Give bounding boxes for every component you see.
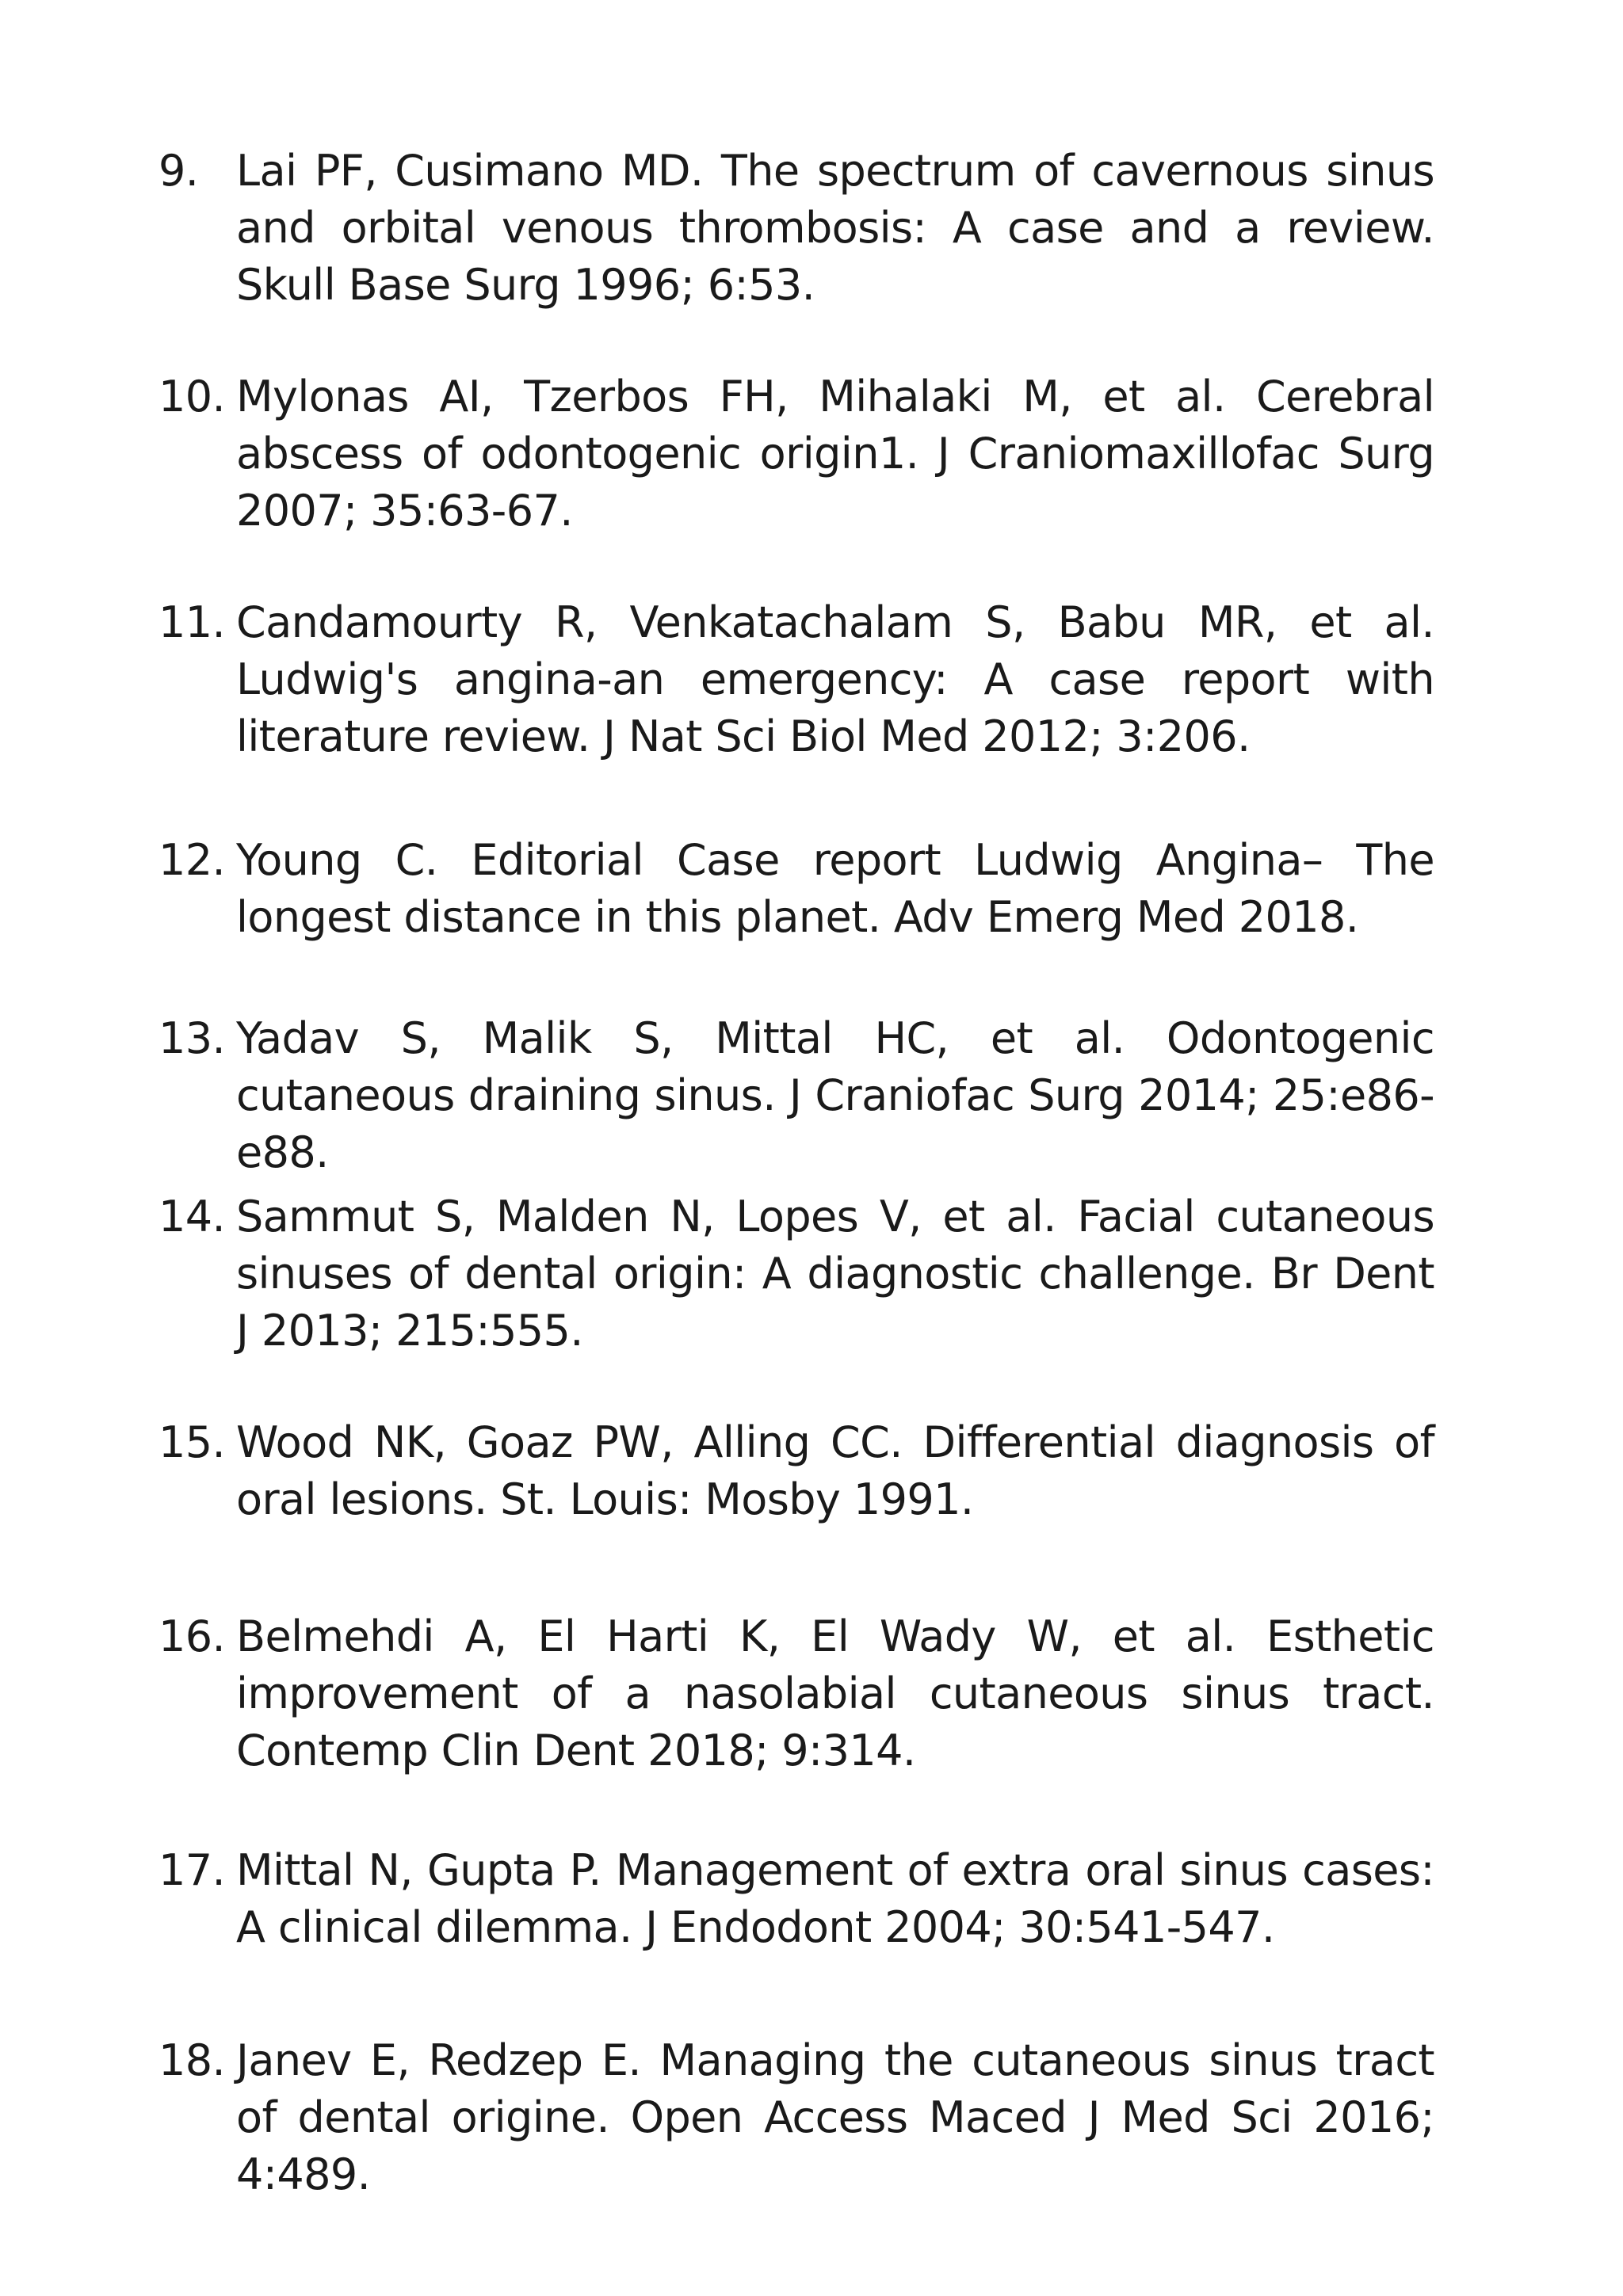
reference-item-15 [158, 1414, 1434, 1528]
reference-item-16 [158, 1608, 1434, 1779]
reference-item-13 [158, 1010, 1434, 1181]
reference-text: Janev E, Redzep E. Managing the cutaneous sinus tract of dental origine. Open Access Maced J Med Sci 2016; 4:489. [236, 2035, 1434, 2199]
reference-text: Wood NK, Goaz PW, Alling CC. Differential diagnosis of oral lesions. St. Louis: Mosby 1991. [236, 1417, 1434, 1524]
reference-text: Mittal N, Gupta P. Management of extra oral sinus cases: A clinical dilemma. J Endodont 2004; 30:541-547. [236, 1845, 1434, 1952]
reference-number: 14. [158, 1192, 226, 1241]
reference-item-10 [158, 368, 1434, 540]
reference-number: 10. [158, 372, 226, 421]
reference-number: 16. [158, 1611, 226, 1661]
reference-number: 11. [158, 597, 226, 647]
reference-number: 13. [158, 1013, 226, 1063]
reference-item-12 [158, 832, 1434, 946]
reference-number: 18. [158, 2035, 226, 2085]
reference-text: Lai PF, Cusimano MD. The spectrum of cavernous sinus and orbital venous thrombosis: A case and a review. Skull Base Surg 1996; 6:53. [236, 146, 1434, 310]
reference-text: Mylonas AI, Tzerbos FH, Mihalaki M, et al. Cerebral abscess of odontogenic origin1. J Craniomaxillofac Surg 2007; 35:63-67. [236, 372, 1434, 536]
reference-text: Young C. Editorial Case report Ludwig Angina– The longest distance in this planet. Adv Emerg Med 2018. [236, 835, 1434, 942]
reference-item-11 [158, 594, 1434, 765]
reference-text: Yadav S, Malik S, Mittal HC, et al. Odontogenic cutaneous draining sinus. J Craniofac Surg 2014; 25:e86-e88. [236, 1013, 1434, 1177]
reference-item-17 [158, 1842, 1434, 1956]
reference-number: 15. [158, 1417, 226, 1467]
reference-item-18 [158, 2032, 1434, 2203]
reference-text: Sammut S, Malden N, Lopes V, et al. Facial cutaneous sinuses of dental origin: A diagnostic challenge. Br Dent J 2013; 215:555. [236, 1192, 1434, 1356]
reference-item-9 [158, 143, 1434, 314]
reference-number: 12. [158, 835, 226, 885]
reference-number: 17. [158, 1845, 226, 1895]
reference-text: Belmehdi A, El Harti K, El Wady W, et al. Esthetic improvement of a nasolabial cutaneous sinus tract. Contemp Clin Dent 2018; 9:314. [236, 1611, 1434, 1775]
reference-number: 9. [158, 146, 199, 196]
reference-item-14 [158, 1188, 1434, 1360]
reference-text: Candamourty R, Venkatachalam S, Babu MR, et al. Ludwig's angina-an emergency: A case report with literature review. J Nat Sci Biol Med 2012; 3:206. [236, 597, 1434, 761]
